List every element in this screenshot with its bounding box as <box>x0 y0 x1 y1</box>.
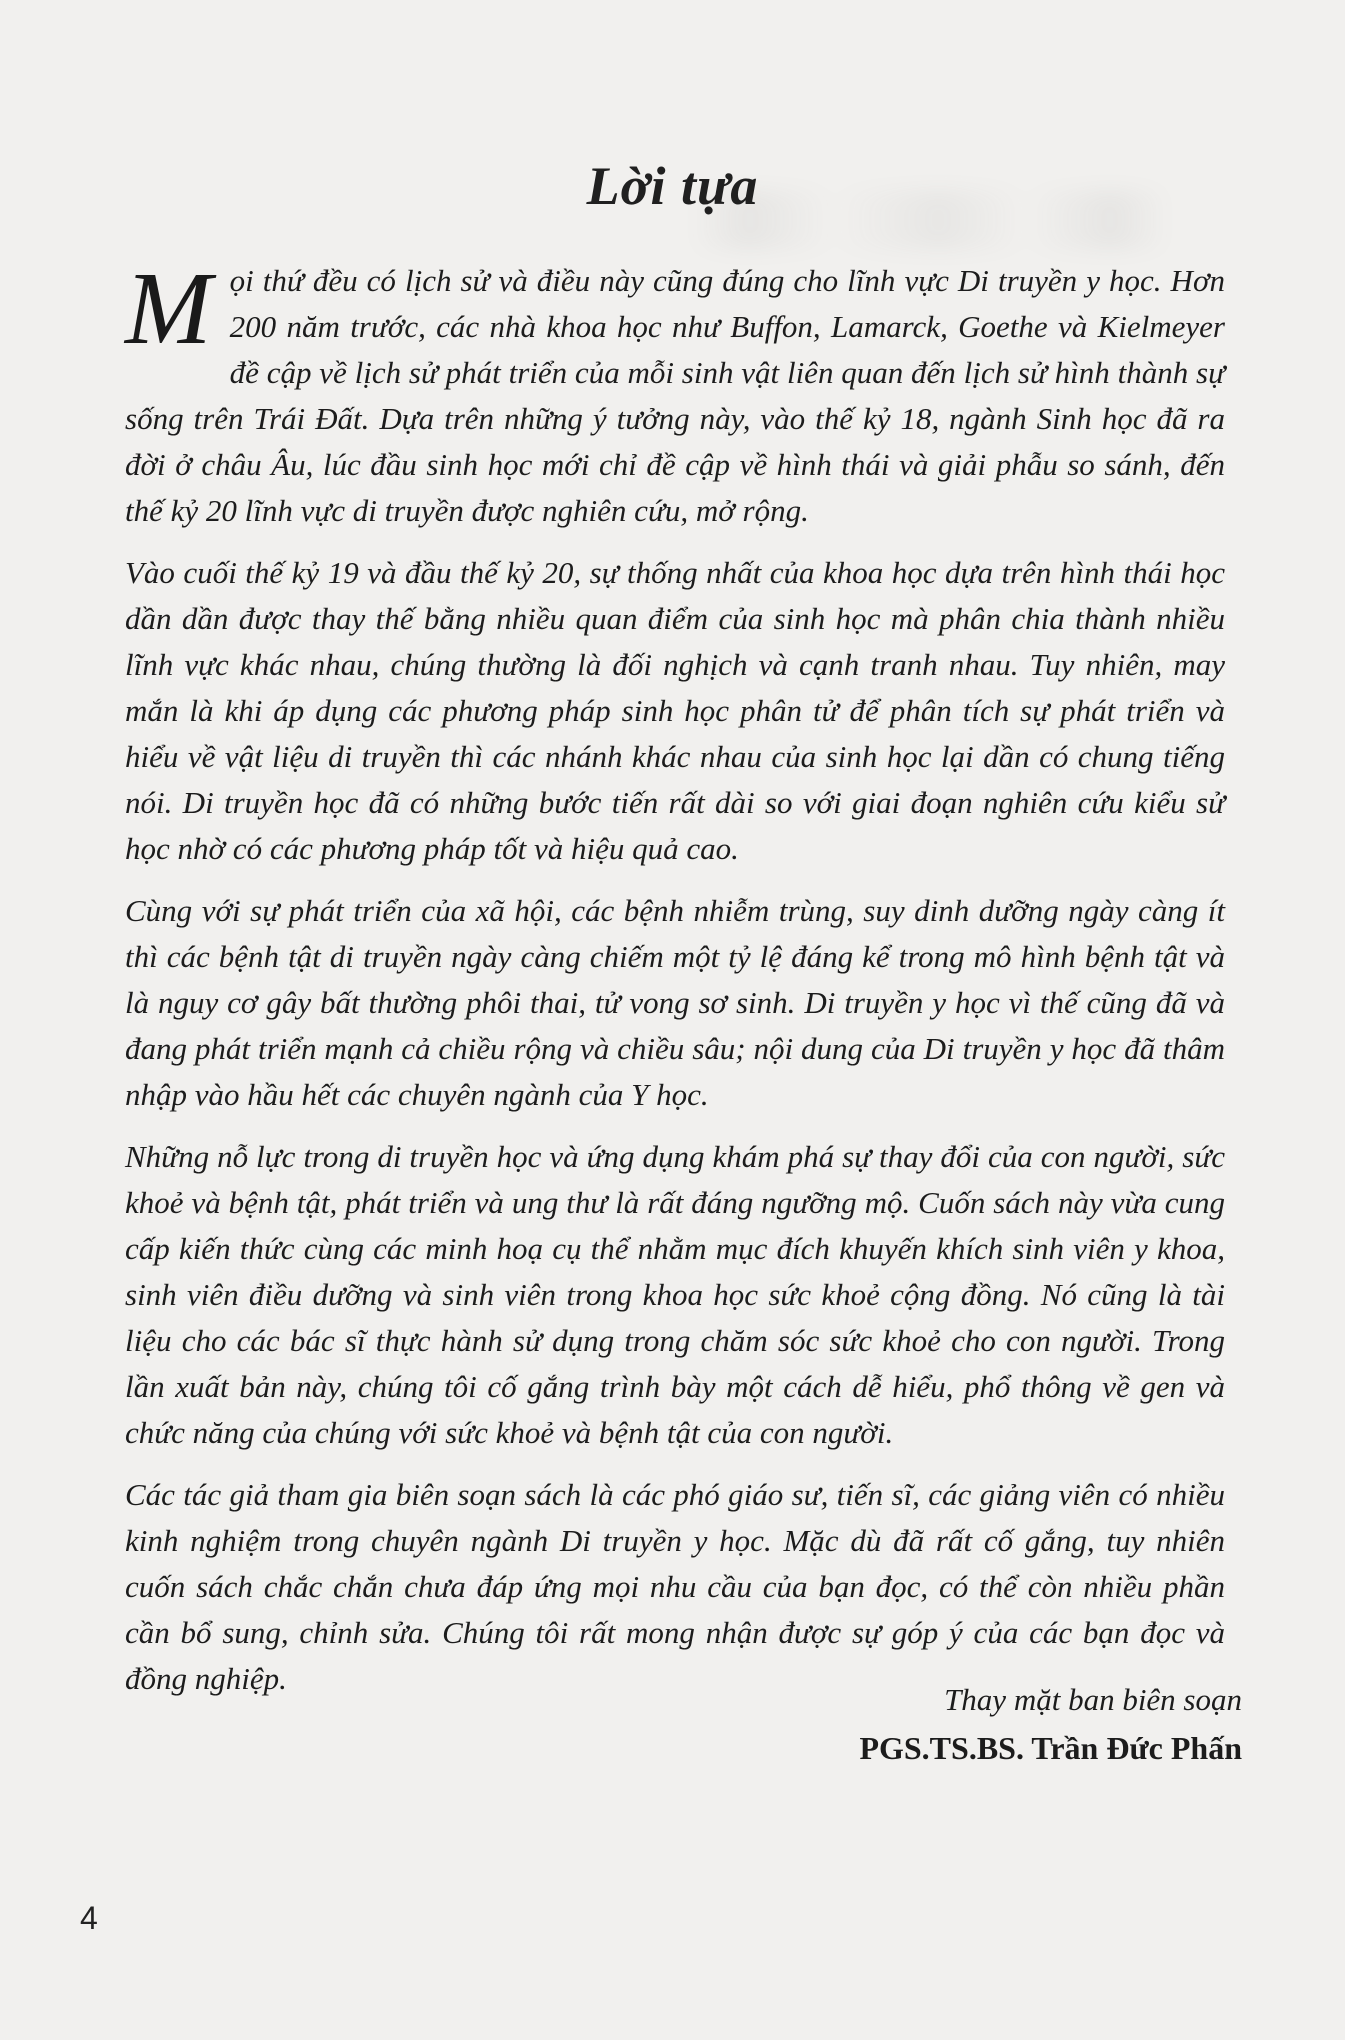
paragraph-4: Những nỗ lực trong di truyền học và ứng dụng khám phá sự thay đổi của con người, sức khoẻ và bệnh tật, phát triển và ung thư là rất đáng ngưỡng mộ. Cuốn sách này vừa cung cấp kiến thức cùng các minh hoạ cụ thể nhằm mục đích khuyến khích sinh viên y khoa, sinh viên điều dưỡng và sinh viên trong khoa học sức khoẻ cộng đồng. Nó cũng là tài liệu cho các bác sĩ thực hành sử dụng trong chăm sóc sức khoẻ cho con người. Trong lần xuất bản này, chúng tôi cố gắng trình bày một cách dễ hiểu, phổ thông về gen và chức năng của chúng với sức khoẻ và bệnh tật của con người. <box>125 1139 1225 1450</box>
paragraph-2: Vào cuối thế kỷ 19 và đầu thế kỷ 20, sự thống nhất của khoa học dựa trên hình thái học dần dần được thay thế bằng nhiều quan điểm của sinh học mà phân chia thành nhiều lĩnh vực khác nhau, chúng thường là đối nghịch và cạnh tranh nhau. Tuy nhiên, may mắn là khi áp dụng các phương pháp sinh học phân tử để phân tích sự phát triển và hiểu về vật liệu di truyền thì các nhánh khác nhau của sinh học lại dần có chung tiếng nói. Di truyền học đã có những bước tiến rất dài so với giai đoạn nghiên cứu kiểu sử học nhờ có các phương pháp tốt và hiệu quả cao. <box>125 555 1225 866</box>
paragraph-1-text: ọi thứ đều có lịch sử và điều này cũng đúng cho lĩnh vực Di truyền y học. Hơn 200 năm trước, các nhà khoa học như Buffon, Lamarck, Goethe và Kielmeyer đề cập về lịch sử phát triển của mỗi sinh vật liên quan đến lịch sử hình thành sự sống trên Trái Đất. Dựa trên những ý tưởng này, vào thế kỷ 18, ngành Sinh học đã ra đời ở châu Âu, lúc đầu sinh học mới chỉ đề cập về hình thái và giải phẫu so sánh, đến thế kỷ 20 lĩnh vực di truyền được nghiên cứu, mở rộng. <box>125 263 1225 528</box>
paragraph-3: Cùng với sự phát triển của xã hội, các bệnh nhiễm trùng, suy dinh dưỡng ngày càng ít thì các bệnh tật di truyền ngày càng chiếm một tỷ lệ đáng kể trong mô hình bệnh tật và là nguy cơ gây bất thường phôi thai, tử vong sơ sinh. Di truyền y học vì thế cũng đã và đang phát triển mạnh cả chiều rộng và chiều sâu; nội dung của Di truyền y học đã thâm nhập vào hầu hết các chuyên ngành của Y học. <box>125 893 1225 1112</box>
paragraph-5: Các tác giả tham gia biên soạn sách là các phó giáo sư, tiến sĩ, các giảng viên có nhiều kinh nghiệm trong chuyên ngành Di truyền y học. Mặc dù đã rất cố gắng, tuy nhiên cuốn sách chắc chắn chưa đáp ứng mọi nhu cầu của bạn đọc, có thể còn nhiều phần cần bổ sung, chỉnh sửa. Chúng tôi rất mong nhận được sự góp ý của các bạn đọc và đồng nghiệp. <box>125 1477 1225 1696</box>
drop-cap: M <box>125 251 212 366</box>
signature-block <box>859 1681 1242 1769</box>
preface-body <box>125 251 1225 1718</box>
signature-role: Thay mặt ban biên soạn <box>944 1682 1242 1717</box>
paragraph-1 <box>125 251 1225 534</box>
signature-name: PGS.TS.BS. Trần Đức Phấn <box>859 1730 1242 1766</box>
page-number: 4 <box>80 1900 98 1936</box>
page-title: Lời tựa <box>586 156 759 216</box>
